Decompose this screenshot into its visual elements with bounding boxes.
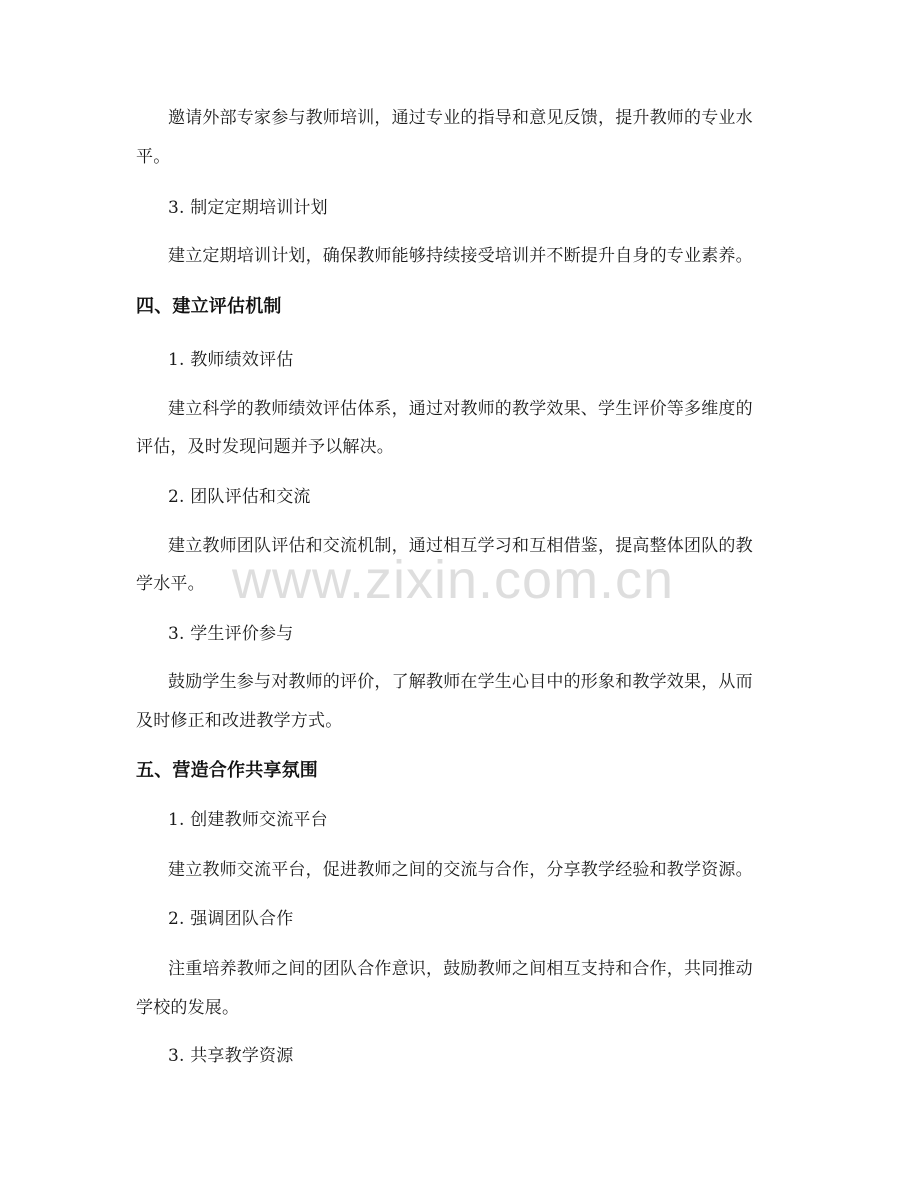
watermark: www.zixin.com.cn (232, 550, 675, 610)
subheading-item: 2. 强调团队合作 (168, 909, 294, 929)
subheading-item: 1. 创建教师交流平台 (168, 810, 328, 830)
section-heading: 五、营造合作共享氛围 (136, 760, 318, 781)
paragraph-line: 平。 (136, 147, 171, 167)
paragraph-line: 鼓励学生参与对教师的评价，了解教师在学生心目中的形象和教学效果，从而 (168, 672, 753, 692)
subheading-item: 3. 学生评价参与 (168, 624, 294, 644)
subheading-item: 3. 共享教学资源 (168, 1046, 294, 1066)
section-heading: 四、建立评估机制 (136, 296, 282, 317)
paragraph-line: 建立科学的教师绩效评估体系，通过对教师的教学效果、学生评价等多维度的 (168, 399, 753, 419)
paragraph-line: 评估，及时发现问题并予以解决。 (136, 437, 394, 457)
paragraph-line: 邀请外部专家参与教师培训，通过专业的指导和意见反馈，提升教师的专业水 (168, 108, 753, 128)
paragraph-line: 建立教师交流平台，促进教师之间的交流与合作，分享教学经验和教学资源。 (168, 860, 753, 880)
paragraph-line: 建立教师团队评估和交流机制，通过相互学习和互相借鉴，提高整体团队的教 (168, 536, 753, 556)
subheading-item: 2. 团队评估和交流 (168, 487, 311, 507)
subheading-item: 3. 制定定期培训计划 (168, 198, 328, 218)
paragraph-line: 及时修正和改进教学方式。 (136, 711, 343, 731)
paragraph-line: 学校的发展。 (136, 998, 240, 1018)
paragraph-line: 学水平。 (136, 574, 205, 594)
paragraph-line: 建立定期培训计划，确保教师能够持续接受培训并不断提升自身的专业素养。 (168, 246, 753, 266)
subheading-item: 1. 教师绩效评估 (168, 350, 294, 370)
paragraph-line: 注重培养教师之间的团队合作意识，鼓励教师之间相互支持和合作，共同推动 (168, 959, 753, 979)
